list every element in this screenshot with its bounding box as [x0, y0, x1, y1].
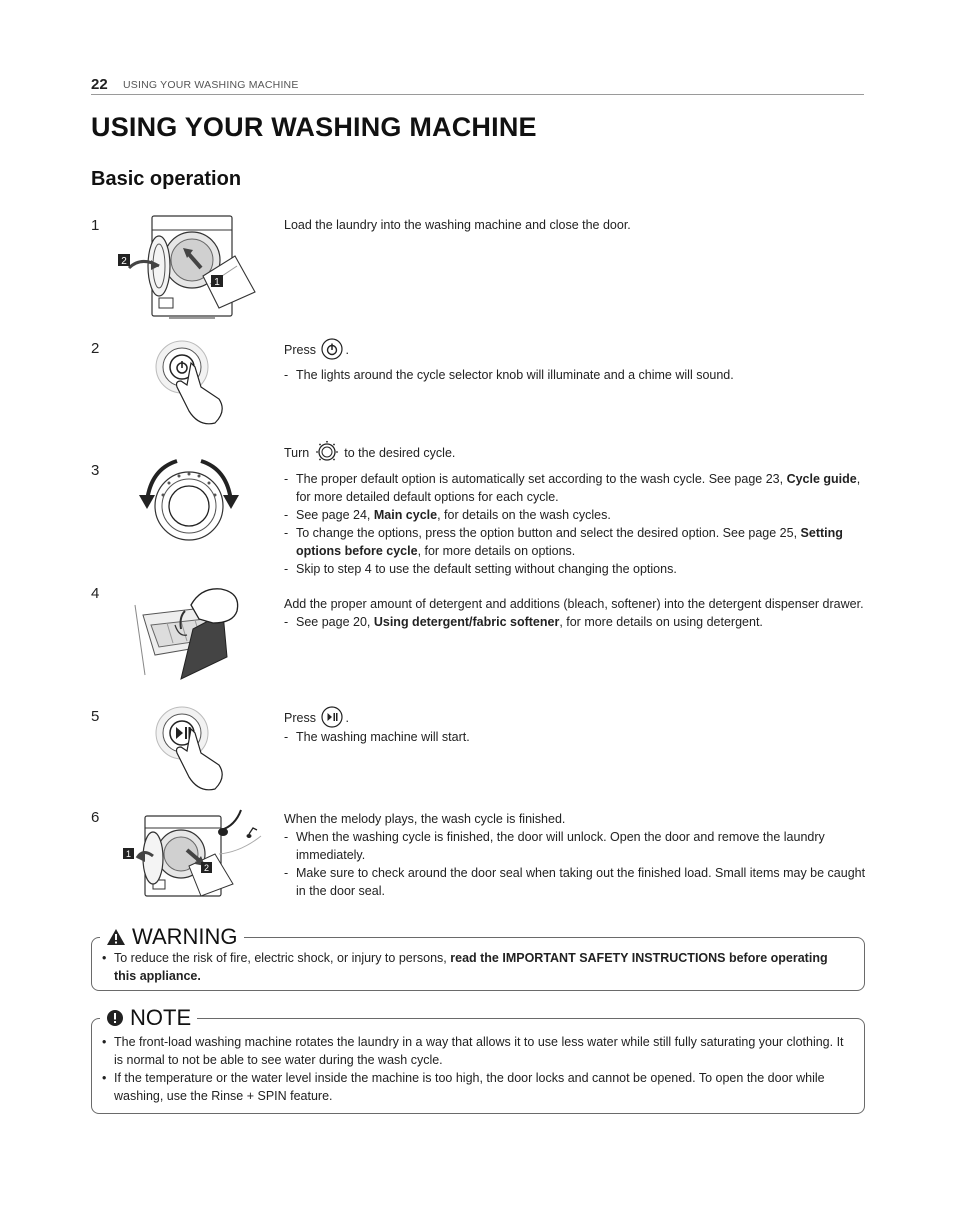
header-section-title: USING YOUR WASHING MACHINE — [123, 79, 299, 91]
detergent-drawer-illustration — [115, 585, 255, 683]
marker-2: 2 — [121, 256, 127, 267]
step-4-text: Add the proper amount of detergent and additions (bleach, softener) into the detergent dispenser drawer. — [284, 597, 864, 611]
step-3-bullet-3: - To change the options, press the option button and select the desired option. See page 25, Setting options before cycle, for more details on options. — [284, 524, 866, 560]
note-item-1: • The front-load washing machine rotates the laundry in a way that allows it to use less water while still fully saturating your clothing. It is normal to not be able to see water during the wash cycle. — [102, 1033, 850, 1069]
step-3-bullet-2: - See page 24, Main cycle, for details on the wash cycles. — [284, 506, 866, 524]
washer-unload-illustration — [115, 806, 265, 898]
step-number: 1 — [91, 217, 100, 234]
power-button-illustration — [115, 337, 235, 429]
step-3-bullet-1: - The proper default option is automatically set according to the wash cycle. See page 23, Cycle guide, for more detailed default options for each cycle. — [284, 470, 866, 506]
power-button-icon — [321, 338, 343, 360]
step-2-bullet: - The lights around the cycle selector knob will illuminate and a chime will sound. — [284, 366, 866, 384]
step-number: 4 — [91, 585, 100, 602]
note-icon — [106, 1009, 124, 1027]
page-title: USING YOUR WASHING MACHINE — [91, 112, 537, 142]
step-5-press-line: Press . — [284, 709, 866, 728]
step-6-bullet-2: - Make sure to check around the door seal when taking out the finished load. Small items may be caught in the door seal. — [284, 864, 866, 900]
page-number: 22 — [91, 76, 108, 93]
start-pause-button-icon — [321, 706, 343, 728]
section-subtitle: Basic operation — [91, 168, 242, 190]
note-heading: NOTE — [100, 1005, 197, 1031]
warning-text: • To reduce the risk of fire, electric shock, or injury to persons, read the IMPORTANT SAFETY INSTRUCTIONS before operating this appliance. — [102, 949, 850, 985]
note-item-2: • If the temperature or the water level inside the machine is too high, the door locks and cannot be opened. To open the door while washing, use the Rinse + SPIN feature. — [102, 1069, 850, 1105]
note-box — [91, 1005, 865, 1114]
step-6-text: When the melody plays, the wash cycle is finished. — [284, 812, 566, 826]
warning-box — [91, 924, 865, 991]
marker-2: 2 — [203, 863, 210, 873]
step-number: 6 — [91, 809, 100, 826]
step-4-bullet: - See page 20, Using detergent/fabric softener, for more details on using detergent. — [284, 613, 866, 631]
marker-1: 1 — [125, 849, 132, 859]
warning-icon — [106, 928, 126, 946]
washer-load-illustration — [115, 214, 265, 326]
warning-heading: WARNING — [100, 924, 244, 950]
start-pause-button-illustration — [115, 705, 235, 797]
step-5-bullet: - The washing machine will start. — [284, 728, 866, 746]
marker-1: 1 — [214, 277, 220, 288]
step-1-text: Load the laundry into the washing machine and close the door. — [284, 218, 631, 232]
step-number: 5 — [91, 708, 100, 725]
cycle-knob-icon — [315, 440, 339, 464]
step-6-bullet-1: - When the washing cycle is finished, the door will unlock. Open the door and remove the laundry immediately. — [284, 828, 866, 864]
step-3-turn-line: Turn to the desired cycle. — [284, 443, 866, 464]
step-number: 3 — [91, 462, 100, 479]
step-number: 2 — [91, 340, 100, 357]
cycle-knob-illustration — [115, 451, 255, 551]
page-header — [91, 76, 864, 95]
step-2-press-line: Press . — [284, 341, 866, 360]
step-3-bullet-4: - Skip to step 4 to use the default setting without changing the options. — [284, 560, 866, 578]
